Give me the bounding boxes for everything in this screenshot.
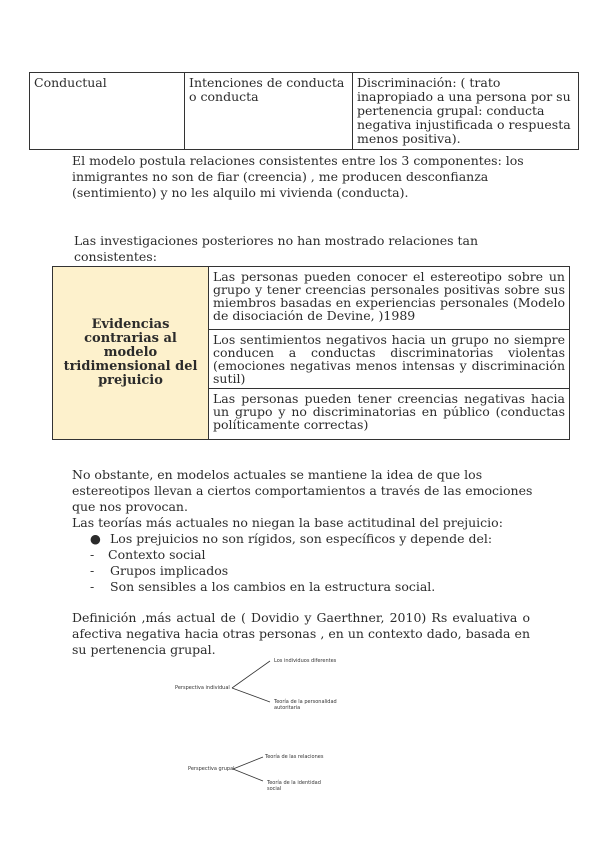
diagram-branch: Teoría de la identidad social (267, 780, 321, 792)
diagram-branch: Teoría de la personalidad autoritaria (274, 699, 337, 711)
diagram-branch: Teoría de las relaciones (265, 754, 324, 760)
bullet-marker: ● (90, 531, 101, 546)
evidence-row-3: Las personas pueden tener creencias negativas hacia un grupo y no discriminatorias en público (conductas políticamente correctas) (209, 389, 570, 440)
paragraph-current-models: No obstante, en modelos actuales se mantiene la idea de que los estereotipos llevan a ciertos comportamientos a través de las emociones que nos provocan. (72, 467, 533, 514)
table-row (30, 73, 579, 150)
evidence-header: Evidencias contrarias al modelo tridimensional del prejuicio (53, 267, 209, 440)
dash-marker: - (90, 579, 95, 594)
paragraph-investigations: Las investigaciones posteriores no han mostrado relaciones tan consistentes: (74, 233, 479, 264)
list-item (88, 547, 548, 563)
diagram-branch: Los individuos diferentes (274, 658, 337, 664)
dash-marker: - (90, 547, 95, 562)
paragraph-model: El modelo postula relaciones consistentes entre los 3 componentes: los inmigrantes no son de fiar (creencia) , me producen desconfianza (sentimiento) y no les alquilo mi vivienda (conducta). (72, 153, 524, 200)
table-cell-description: Intenciones de conducta o conducta (185, 73, 353, 150)
diagram-root: Perspectiva grupal (188, 766, 235, 772)
table-row (53, 267, 570, 330)
diagram-individual (170, 655, 370, 720)
evidence-table (52, 266, 570, 440)
list-item-text: Grupos implicados (110, 563, 229, 578)
paragraph-theories: Las teorías más actuales no niegan la base actitudinal del prejuicio: (72, 515, 503, 530)
prejudice-list (88, 531, 548, 595)
dash-marker: - (90, 563, 95, 578)
list-item-text: Los prejuicios no son rígidos, son específicos y depende del: (110, 531, 493, 546)
table-cell-component: Conductual (30, 73, 185, 150)
table-cell-definition: Discriminación: ( trato inapropiado a una persona por su pertenencia grupal: conducta negativa injustificada o respuesta menos positiva). (353, 73, 579, 150)
evidence-row-1: Las personas pueden conocer el estereotipo sobre un grupo y tener creencias personales positivas sobre sus miembros basadas en experiencias personales (Modelo de disociación de Devine, )1989 (209, 267, 570, 330)
top-table (29, 72, 579, 150)
list-item-text: Contexto social (108, 547, 206, 562)
paragraph-definition: Definición ,más actual de ( Dovidio y Gaerthner, 2010) Rs evaluativa o afectiva negativa hacia otras personas , en un contexto dado, basada en su pertenencia grupal. (72, 610, 530, 657)
evidence-row-2: Los sentimientos negativos hacia un grupo no siempre conducen a conductas discriminatorias violentas (emociones negativas menos intensas y discriminación sutil) (209, 330, 570, 389)
diagram-root: Perspectiva individual (175, 685, 230, 691)
diagram-group (185, 745, 385, 805)
list-item (88, 531, 548, 547)
list-item (88, 563, 548, 579)
list-item-text: Son sensibles a los cambios en la estructura social. (110, 579, 436, 594)
list-item (88, 579, 548, 595)
